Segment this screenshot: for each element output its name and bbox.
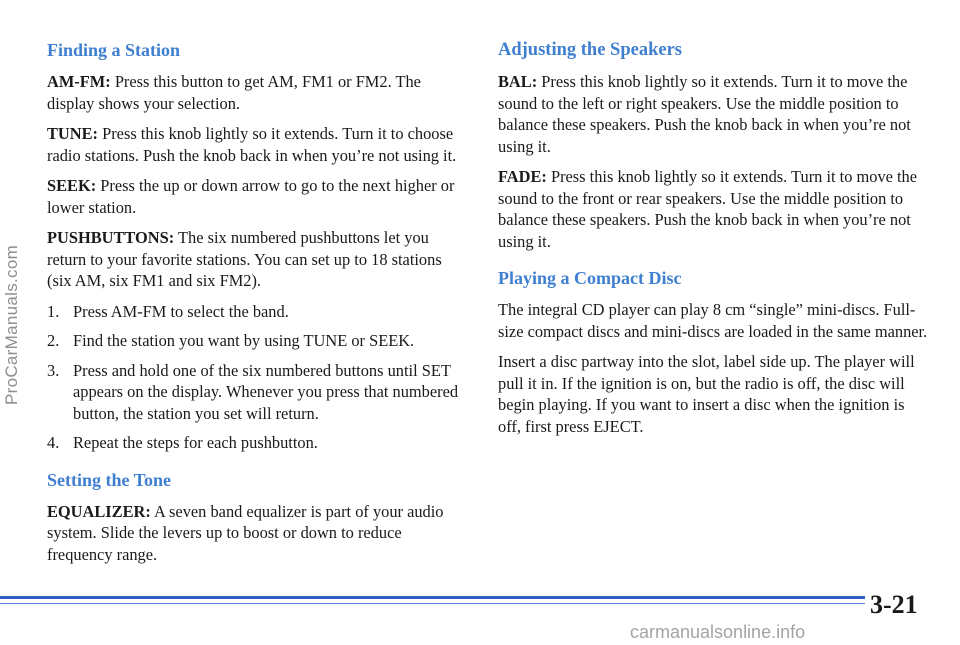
left-column: [47, 38, 459, 574]
step-text: Find the station you want by using TUNE or SEEK.: [73, 331, 415, 350]
footer-rule-thick: [0, 596, 865, 599]
term-pushbuttons: PUSHBUTTONS:: [47, 228, 175, 247]
term-equalizer: EQUALIZER:: [47, 501, 151, 521]
step-text: Press and hold one of the six numbered buttons until SET appears on the display. Whenever you press that numbered button, the station you set will return.: [73, 360, 459, 423]
step-text: Repeat the steps for each pushbutton.: [73, 433, 318, 452]
desc-equalizer: A seven band equalizer is part of your audio system. Slide the levers up to boost or down to reduce frequency range.: [47, 501, 444, 564]
list-item: [47, 301, 459, 323]
step-number: 2.: [47, 331, 60, 350]
footer-rule-thin: [0, 603, 865, 604]
desc-pushbuttons: The six numbered pushbuttons let you return to your favorite stations. You can set up to 18 stations (six AM, six FM1 and six FM2).: [47, 228, 442, 290]
paragraph-cd-insert: Insert a disc partway into the slot, label side up. The player will pull it in. If the ignition is on, but the radio is off, the disc will begin playing. If you want to insert a disc when the ignition is off, first press EJECT.: [498, 352, 915, 436]
desc-tune: Press this knob lightly so it extends. Turn it to choose radio stations. Push the knob back in when you’re not using it.: [47, 124, 457, 165]
step-number: 3.: [47, 360, 60, 380]
heading-adjusting-the-speakers: Adjusting the Speakers: [498, 40, 682, 60]
paragraph-cd-intro: The integral CD player can play 8 cm “single” mini-discs. Full-size compact discs and mini-discs are loaded in the same manner.: [498, 300, 928, 341]
paragraph-am-fm: [47, 71, 459, 114]
desc-bal: Press this knob lightly so it extends. Turn it to move the sound to the left or right speakers. Use the middle position to balance these speakers. Push the knob back in when you’re not using it.: [498, 72, 911, 156]
heading-setting-the-tone: Setting the Tone: [47, 469, 172, 490]
paragraph-equalizer: [47, 501, 459, 566]
paragraph-bal: [498, 71, 928, 157]
heading-finding-a-station: Finding a Station: [47, 40, 181, 60]
term-seek: SEEK:: [47, 176, 97, 195]
steps-list: [47, 301, 459, 454]
desc-seek: Press the up or down arrow to go to the next higher or lower station.: [47, 176, 455, 217]
heading-playing-a-compact-disc: Playing a Compact Disc: [498, 268, 682, 288]
paragraph-fade: [498, 166, 928, 252]
watermark-side: ProCarManuals.com: [2, 244, 21, 405]
term-tune: TUNE:: [47, 124, 98, 143]
list-item: [47, 360, 459, 425]
list-item: [47, 330, 459, 352]
step-text: Press AM-FM to select the band.: [73, 301, 289, 321]
desc-am-fm: Press this button to get AM, FM1 or FM2. The display shows your selection.: [47, 72, 421, 113]
list-item: [47, 432, 459, 454]
paragraph-seek: [47, 175, 459, 218]
right-column: [498, 38, 928, 446]
step-number: 1.: [47, 301, 60, 321]
desc-fade: Press this knob lightly so it extends. Turn it to move the sound to the front or rear speakers. Use the middle position to balance these speakers. Push the knob back in when you’re not using it.: [498, 167, 918, 251]
term-fade: FADE:: [498, 167, 547, 186]
paragraph-tune: [47, 123, 459, 166]
term-bal: BAL:: [498, 72, 538, 91]
step-number: 4.: [47, 433, 60, 452]
watermark-footer: carmanualsonline.info: [630, 622, 806, 642]
term-am-fm: AM-FM:: [47, 72, 111, 91]
page-number: 3-21: [870, 590, 918, 619]
paragraph-pushbuttons: [47, 227, 459, 292]
